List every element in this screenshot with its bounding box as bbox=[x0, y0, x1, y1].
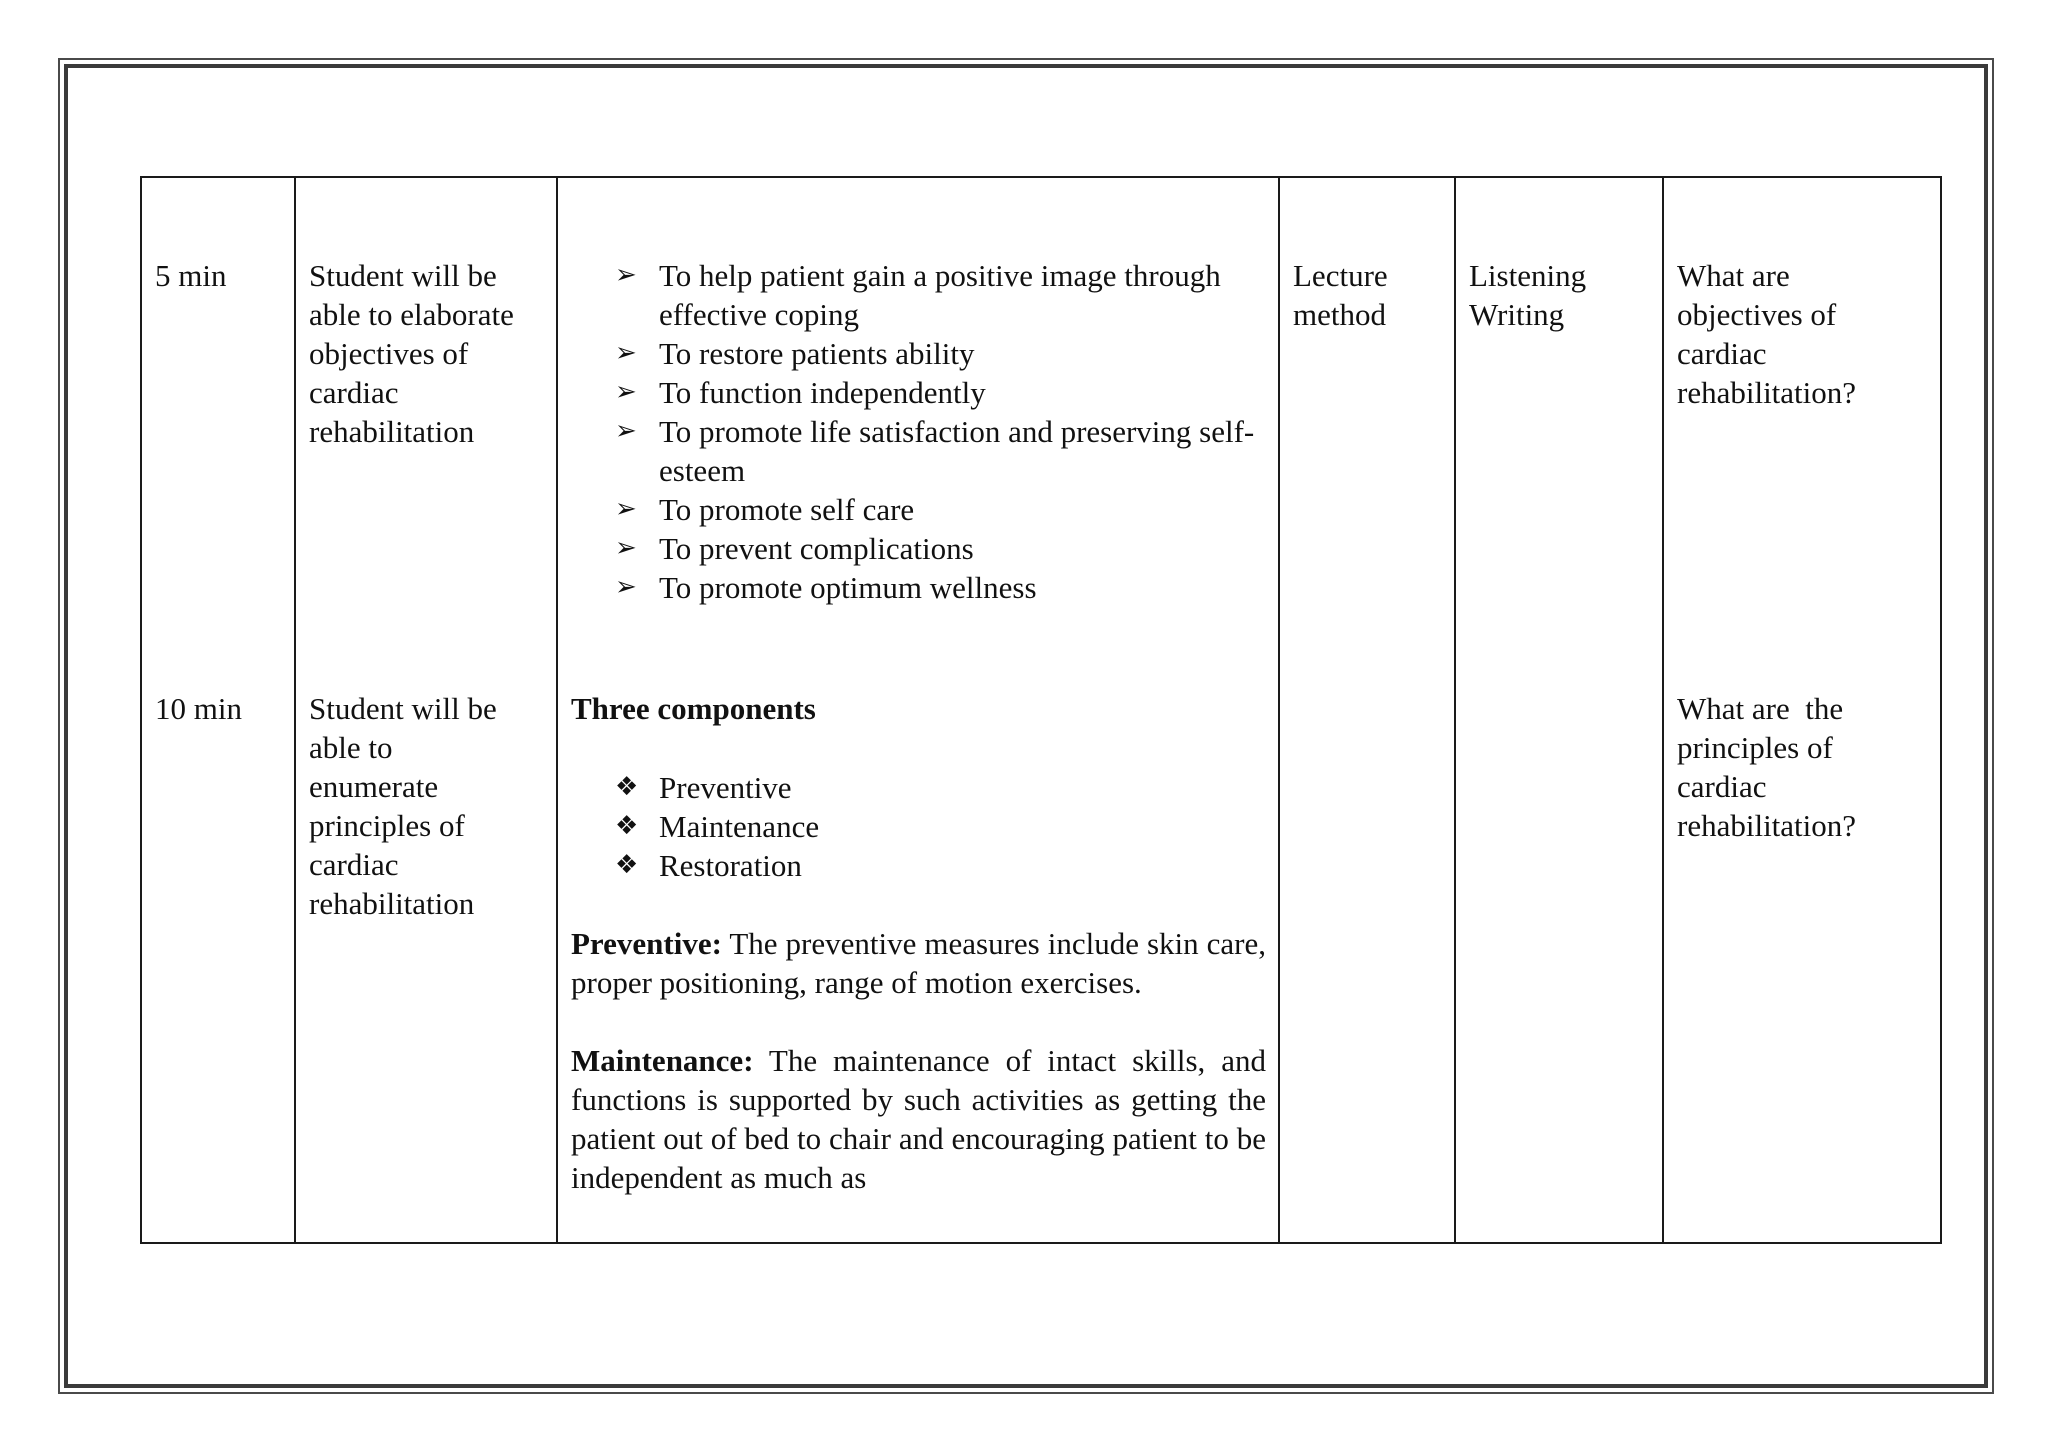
list-item-text: To promote optimum wellness bbox=[659, 570, 1037, 605]
content-cell-row1 bbox=[571, 256, 1266, 607]
teaching-method-cell-row1 bbox=[1293, 256, 1442, 334]
paragraph-text: The maintenance of intact skills, and functions is supported by such activities as getting the patient out of bed to chair and encouraging patient to be independent as much as bbox=[571, 1043, 1266, 1195]
list-item-text: To restore patients ability bbox=[659, 336, 975, 371]
list-item-text: Preventive bbox=[659, 770, 792, 805]
objectives-bullet-list bbox=[571, 256, 1266, 607]
paragraph-label: Preventive: bbox=[571, 926, 722, 961]
objective-line: enumerate bbox=[309, 769, 439, 804]
content-cell-row2 bbox=[571, 689, 1266, 1197]
list-item-text: To promote life satisfaction and preserving self-esteem bbox=[659, 414, 1255, 488]
time-cell-row2: 10 min bbox=[155, 691, 242, 726]
components-bullet-list bbox=[571, 768, 1266, 885]
list-item bbox=[615, 334, 1266, 373]
evaluation-line: cardiac bbox=[1677, 769, 1767, 804]
objective-line: principles of bbox=[309, 808, 465, 843]
arrow-bullet-icon: ➢ bbox=[615, 260, 637, 290]
objective-line: cardiac bbox=[309, 375, 399, 410]
teaching-method-column bbox=[1279, 177, 1455, 1243]
list-item bbox=[615, 529, 1266, 568]
list-item bbox=[615, 412, 1266, 490]
arrow-bullet-icon: ➢ bbox=[615, 416, 637, 446]
content-column bbox=[557, 177, 1279, 1243]
list-item-text: Restoration bbox=[659, 848, 802, 883]
objective-line: objectives of bbox=[309, 336, 469, 371]
table-row bbox=[141, 177, 1941, 1243]
teaching-method-line: Lecture bbox=[1293, 258, 1388, 293]
learning-activity-column bbox=[1455, 177, 1663, 1243]
diamond-bullet-icon: ❖ bbox=[615, 811, 639, 841]
learning-activity-line: Listening bbox=[1469, 258, 1587, 293]
evaluation-line: objectives of bbox=[1677, 297, 1837, 332]
list-item bbox=[615, 568, 1266, 607]
lesson-plan-table bbox=[140, 176, 1942, 1244]
content-heading: Three components bbox=[571, 691, 816, 726]
evaluation-line: rehabilitation? bbox=[1677, 808, 1857, 843]
teaching-method-line: method bbox=[1293, 297, 1386, 332]
list-item bbox=[615, 807, 1266, 846]
objective-line: able to elaborate bbox=[309, 297, 514, 332]
list-item bbox=[615, 373, 1266, 412]
arrow-bullet-icon: ➢ bbox=[615, 338, 637, 368]
objective-line: rehabilitation bbox=[309, 886, 475, 921]
evaluation-line: What are bbox=[1677, 258, 1790, 293]
list-item-text: To prevent complications bbox=[659, 531, 974, 566]
evaluation-column bbox=[1663, 177, 1941, 1243]
objective-line: Student will be bbox=[309, 691, 497, 726]
paragraph-label: Maintenance: bbox=[571, 1043, 754, 1078]
arrow-bullet-icon: ➢ bbox=[615, 572, 637, 602]
arrow-bullet-icon: ➢ bbox=[615, 533, 637, 563]
list-item bbox=[615, 768, 1266, 807]
objective-line: able to bbox=[309, 730, 393, 765]
paragraph-text: The preventive measures include skin care, proper positioning, range of motion exercises. bbox=[571, 926, 1266, 1000]
objective-cell-row2 bbox=[309, 689, 544, 923]
arrow-bullet-icon: ➢ bbox=[615, 377, 637, 407]
list-item bbox=[615, 490, 1266, 529]
evaluation-cell-row1 bbox=[1677, 256, 1928, 412]
maintenance-paragraph bbox=[571, 1041, 1266, 1197]
evaluation-cell-row2 bbox=[1677, 689, 1928, 845]
list-item-text: Maintenance bbox=[659, 809, 820, 844]
arrow-bullet-icon: ➢ bbox=[615, 494, 637, 524]
list-item bbox=[615, 256, 1266, 334]
objective-column bbox=[295, 177, 557, 1243]
evaluation-line: What are the bbox=[1677, 691, 1844, 726]
time-cell-row1: 5 min bbox=[155, 258, 227, 293]
list-item-text: To promote self care bbox=[659, 492, 915, 527]
learning-activity-line: Writing bbox=[1469, 297, 1565, 332]
objective-line: cardiac bbox=[309, 847, 399, 882]
diamond-bullet-icon: ❖ bbox=[615, 772, 639, 802]
list-item-text: To help patient gain a positive image through effective coping bbox=[659, 258, 1221, 332]
objective-cell-row1 bbox=[309, 256, 544, 451]
evaluation-line: rehabilitation? bbox=[1677, 375, 1857, 410]
list-item bbox=[615, 846, 1266, 885]
diamond-bullet-icon: ❖ bbox=[615, 850, 639, 880]
preventive-paragraph bbox=[571, 924, 1266, 1002]
learning-activity-cell-row1 bbox=[1469, 256, 1650, 334]
objective-line: Student will be bbox=[309, 258, 497, 293]
evaluation-line: cardiac bbox=[1677, 336, 1767, 371]
list-item-text: To function independently bbox=[659, 375, 986, 410]
evaluation-line: principles of bbox=[1677, 730, 1833, 765]
time-column bbox=[141, 177, 295, 1243]
objective-line: rehabilitation bbox=[309, 414, 475, 449]
